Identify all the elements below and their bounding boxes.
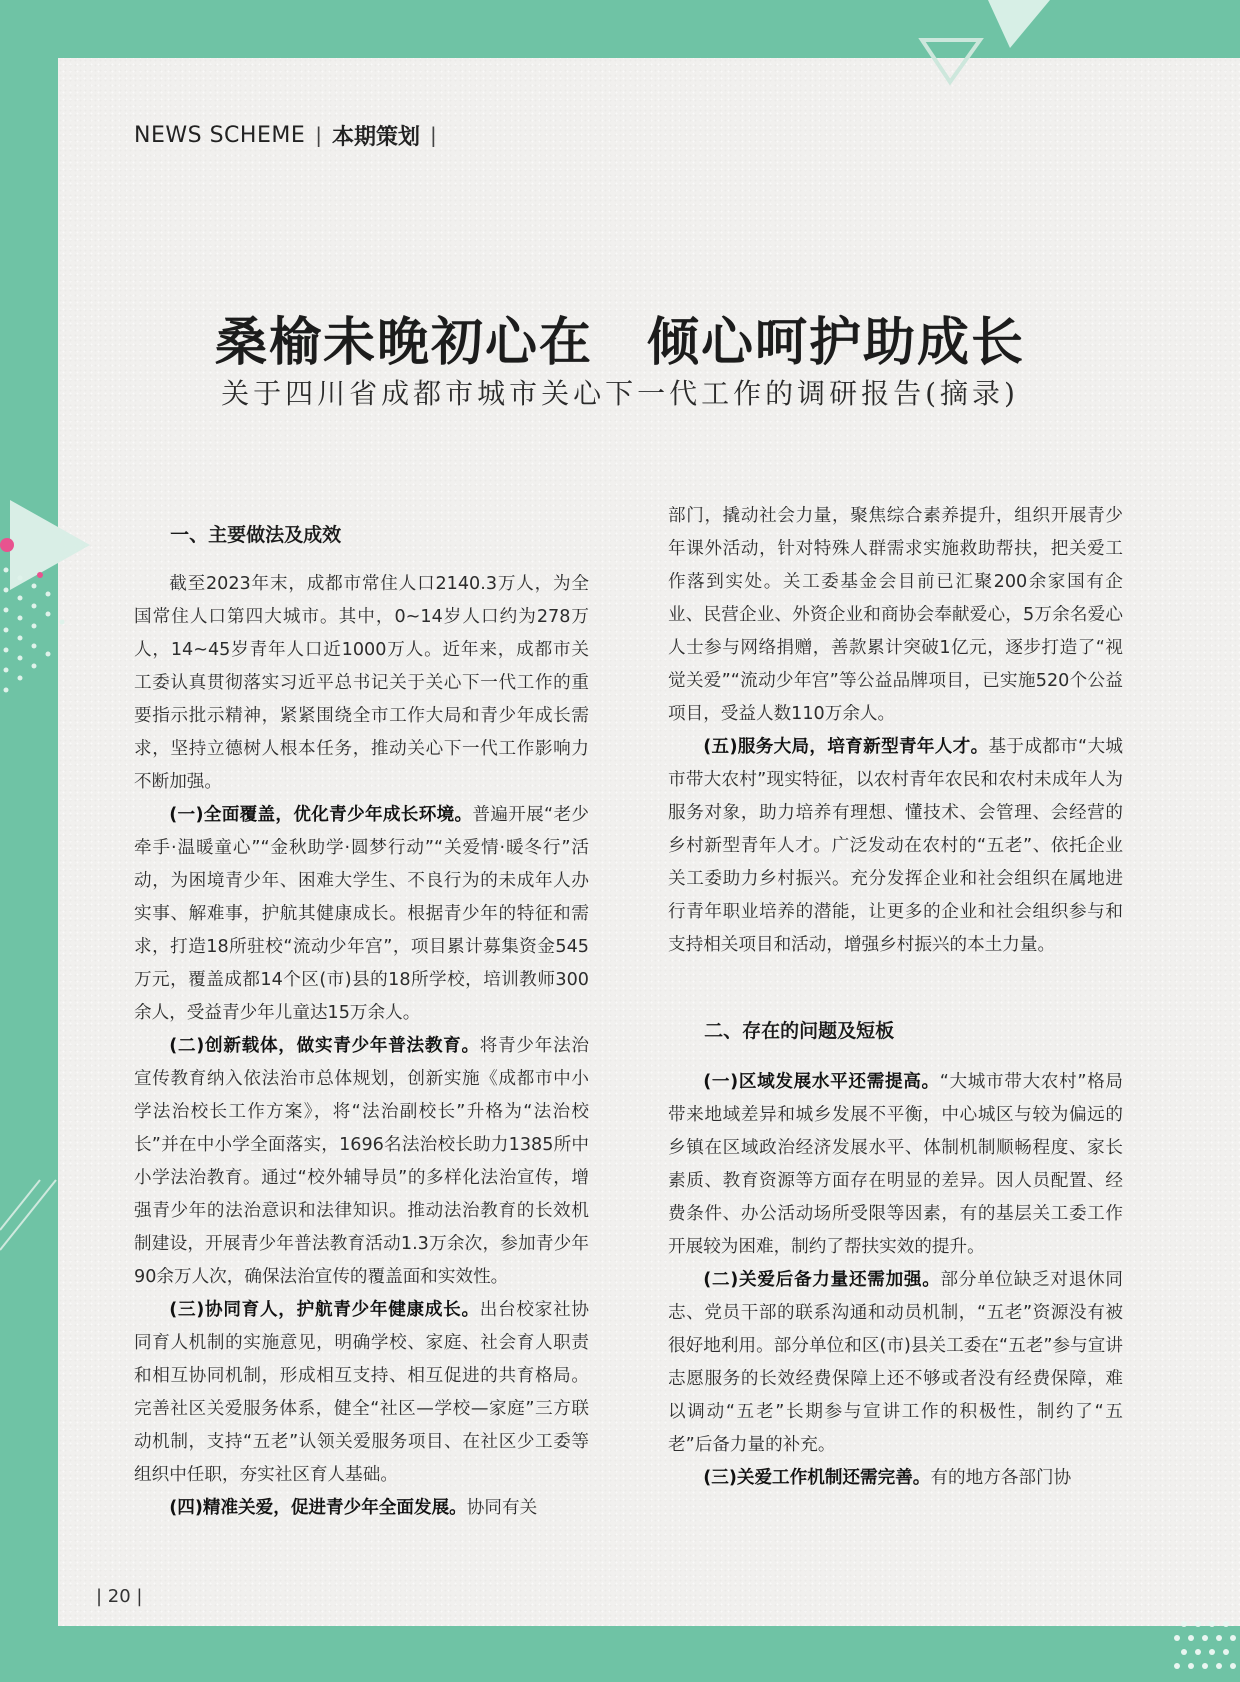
- s2-item2-lead: (二)关爱后备力量还需加强。: [703, 1270, 941, 1290]
- header-separator: |: [315, 123, 322, 147]
- header-english: NEWS SCHEME: [134, 122, 306, 148]
- left-column: [134, 512, 589, 1525]
- item5-text: 基于成都市“大城市带大农村”现实特征，以农村青年农民和农村未成年人为服务对象，助力培养有理想、懂技术、会管理、会经营的乡村新型青年人才。广泛发动在农村的“五老”、依托企业关工委助力乡村振兴。充分发挥企业和社会组织在属地进行青年职业培养的潜能，让更多的企业和社会组织参与和支持相关项目和活动，增强乡村振兴的本土力量。: [668, 737, 1123, 955]
- header-chinese: 本期策划: [331, 123, 420, 150]
- section2-item3: [668, 1462, 1123, 1495]
- decorative-triangles-top: [900, 0, 1100, 100]
- decorative-dots-bottom-right: [1170, 1610, 1240, 1682]
- s2-item3-text: 有的地方各部门协: [930, 1468, 1072, 1488]
- section2-heading: 二、存在的问题及短板: [704, 1020, 895, 1042]
- section1-item5: [668, 731, 1123, 962]
- s2-item1-text: “大城市带大农村”格局带来地域差异和城乡发展不平衡，中心城区与较为偏远的乡镇在区域政治经济发展水平、体制机制顺畅程度、家长素质、教育资源等方面存在明显的差异。因人员配置、经费条件、办公活动场所受限等因素，有的基层关工委工作开展较为困难，制约了帮扶实效的提升。: [668, 1072, 1123, 1257]
- item1-text: 普遍开展“老少牵手·温暖童心”“金秋助学·圆梦行动”“关爱情·暖冬行”活动，为困境青少年、困难大学生、不良行为的未成年人办实事、解难事，护航其健康成长。根据青少年的特征和需求，打造18所驻校“流动少年宫”，项目累计募集资金545万元，覆盖成都14个区(市)县的18所学校，培训教师300余人，受益青少年儿童达15万余人。: [134, 805, 589, 1023]
- s2-item2-text: 部分单位缺乏对退休同志、党员干部的联系沟通和动员机制，“五老”资源没有被很好地利用。部分单位和区(市)县关工委在“五老”参与宣讲志愿服务的长效经费保障上还不够或者没有经费保障，难以调动“五老”长期参与宣讲工作的积极性，制约了“五老”后备力量的补充。: [668, 1270, 1123, 1455]
- item3-lead: (三)协同育人，护航青少年健康成长。: [169, 1300, 480, 1320]
- section1-intro: 截至2023年末，成都市常住人口2140.3万人，为全国常住人口第四大城市。其中，0~14岁人口约为278万人，14~45岁青年人口近1000万人。近年来，成都市关工委认真贯彻落实习近平总书记关于关心下一代工作的重要指示批示精神，紧紧围绕全市工作大局和青少年成长需求，坚持立德树人根本任务，推动关心下一代工作影响力不断加强。: [134, 574, 589, 792]
- s2-item1-lead: (一)区域发展水平还需提高。: [703, 1072, 940, 1092]
- section1-item3: [134, 1294, 589, 1492]
- item2-text: 将青少年法治宣传教育纳入依法治市总体规划，创新实施《成都市中小学法治校长工作方案》，将“法治副校长”升格为“法治校长”并在中小学全面落实，1696名法治校长助力1385所中小学法治教育。通过“校外辅导员”的多样化法治宣传，增强青少年的法治意识和法律知识。推动法治教育的长效机制建设，开展青少年普法教育活动1.3万余次，参加青少年90余万人次，确保法治宣传的覆盖面和实效性。: [134, 1036, 589, 1287]
- section1-heading: 一、主要做法及成效: [170, 524, 342, 546]
- section2-item1: [668, 1066, 1123, 1264]
- section1-item4-cont: 部门，撬动社会力量，聚焦综合素养提升，组织开展青少年课外活动，针对特殊人群需求实施救助帮扶，把关爱工作落到实处。关工委基金会目前已汇聚200余家国有企业、民营企业、外资企业和商协会奉献爱心，5万余名爱心人士参与网络捐赠，善款累计突破1亿元，逐步打造了“视觉关爱”“流动少年宫”等公益品牌项目，已实施520个公益项目，受益人数110万余人。: [668, 506, 1123, 724]
- page-number: | 20 |: [96, 1586, 143, 1607]
- item4-lead: (四)精准关爱，促进青少年全面发展。: [169, 1498, 467, 1518]
- section2-item2: [668, 1264, 1123, 1462]
- item5-lead: (五)服务大局，培育新型青年人才。: [703, 737, 989, 757]
- section1-item1: [134, 799, 589, 1030]
- item3-text: 出台校家社协同育人机制的实施意见，明确学校、家庭、社会育人职责和相互协同机制，形成相互支持、相互促进的共育格局。完善社区关爱服务体系，健全“社区—学校—家庭”三方联动机制，支持“五老”认领关爱服务项目、在社区少工委等组织中任职，夯实社区育人基础。: [134, 1300, 589, 1485]
- item2-lead: (二)创新载体，做实青少年普法教育。: [169, 1036, 480, 1056]
- header-separator-end: |: [430, 123, 437, 147]
- article-subtitle: 关于四川省成都市城市关心下一代工作的调研报告(摘录): [221, 377, 1019, 410]
- section1-item4-start: [134, 1492, 589, 1525]
- s2-item3-lead: (三)关爱工作机制还需完善。: [703, 1468, 931, 1488]
- decorative-dots-left: [0, 560, 80, 740]
- decorative-lines-left: [0, 1170, 60, 1260]
- right-column: [668, 500, 1123, 1495]
- running-header: [134, 120, 437, 150]
- section1-item2: [134, 1030, 589, 1294]
- item1-lead: (一)全面覆盖，优化青少年成长环境。: [169, 805, 473, 825]
- item4-text-a: 协同有关: [466, 1498, 538, 1518]
- article-title: 桑榆未晚初心在 倾心呵护助成长: [214, 312, 1025, 373]
